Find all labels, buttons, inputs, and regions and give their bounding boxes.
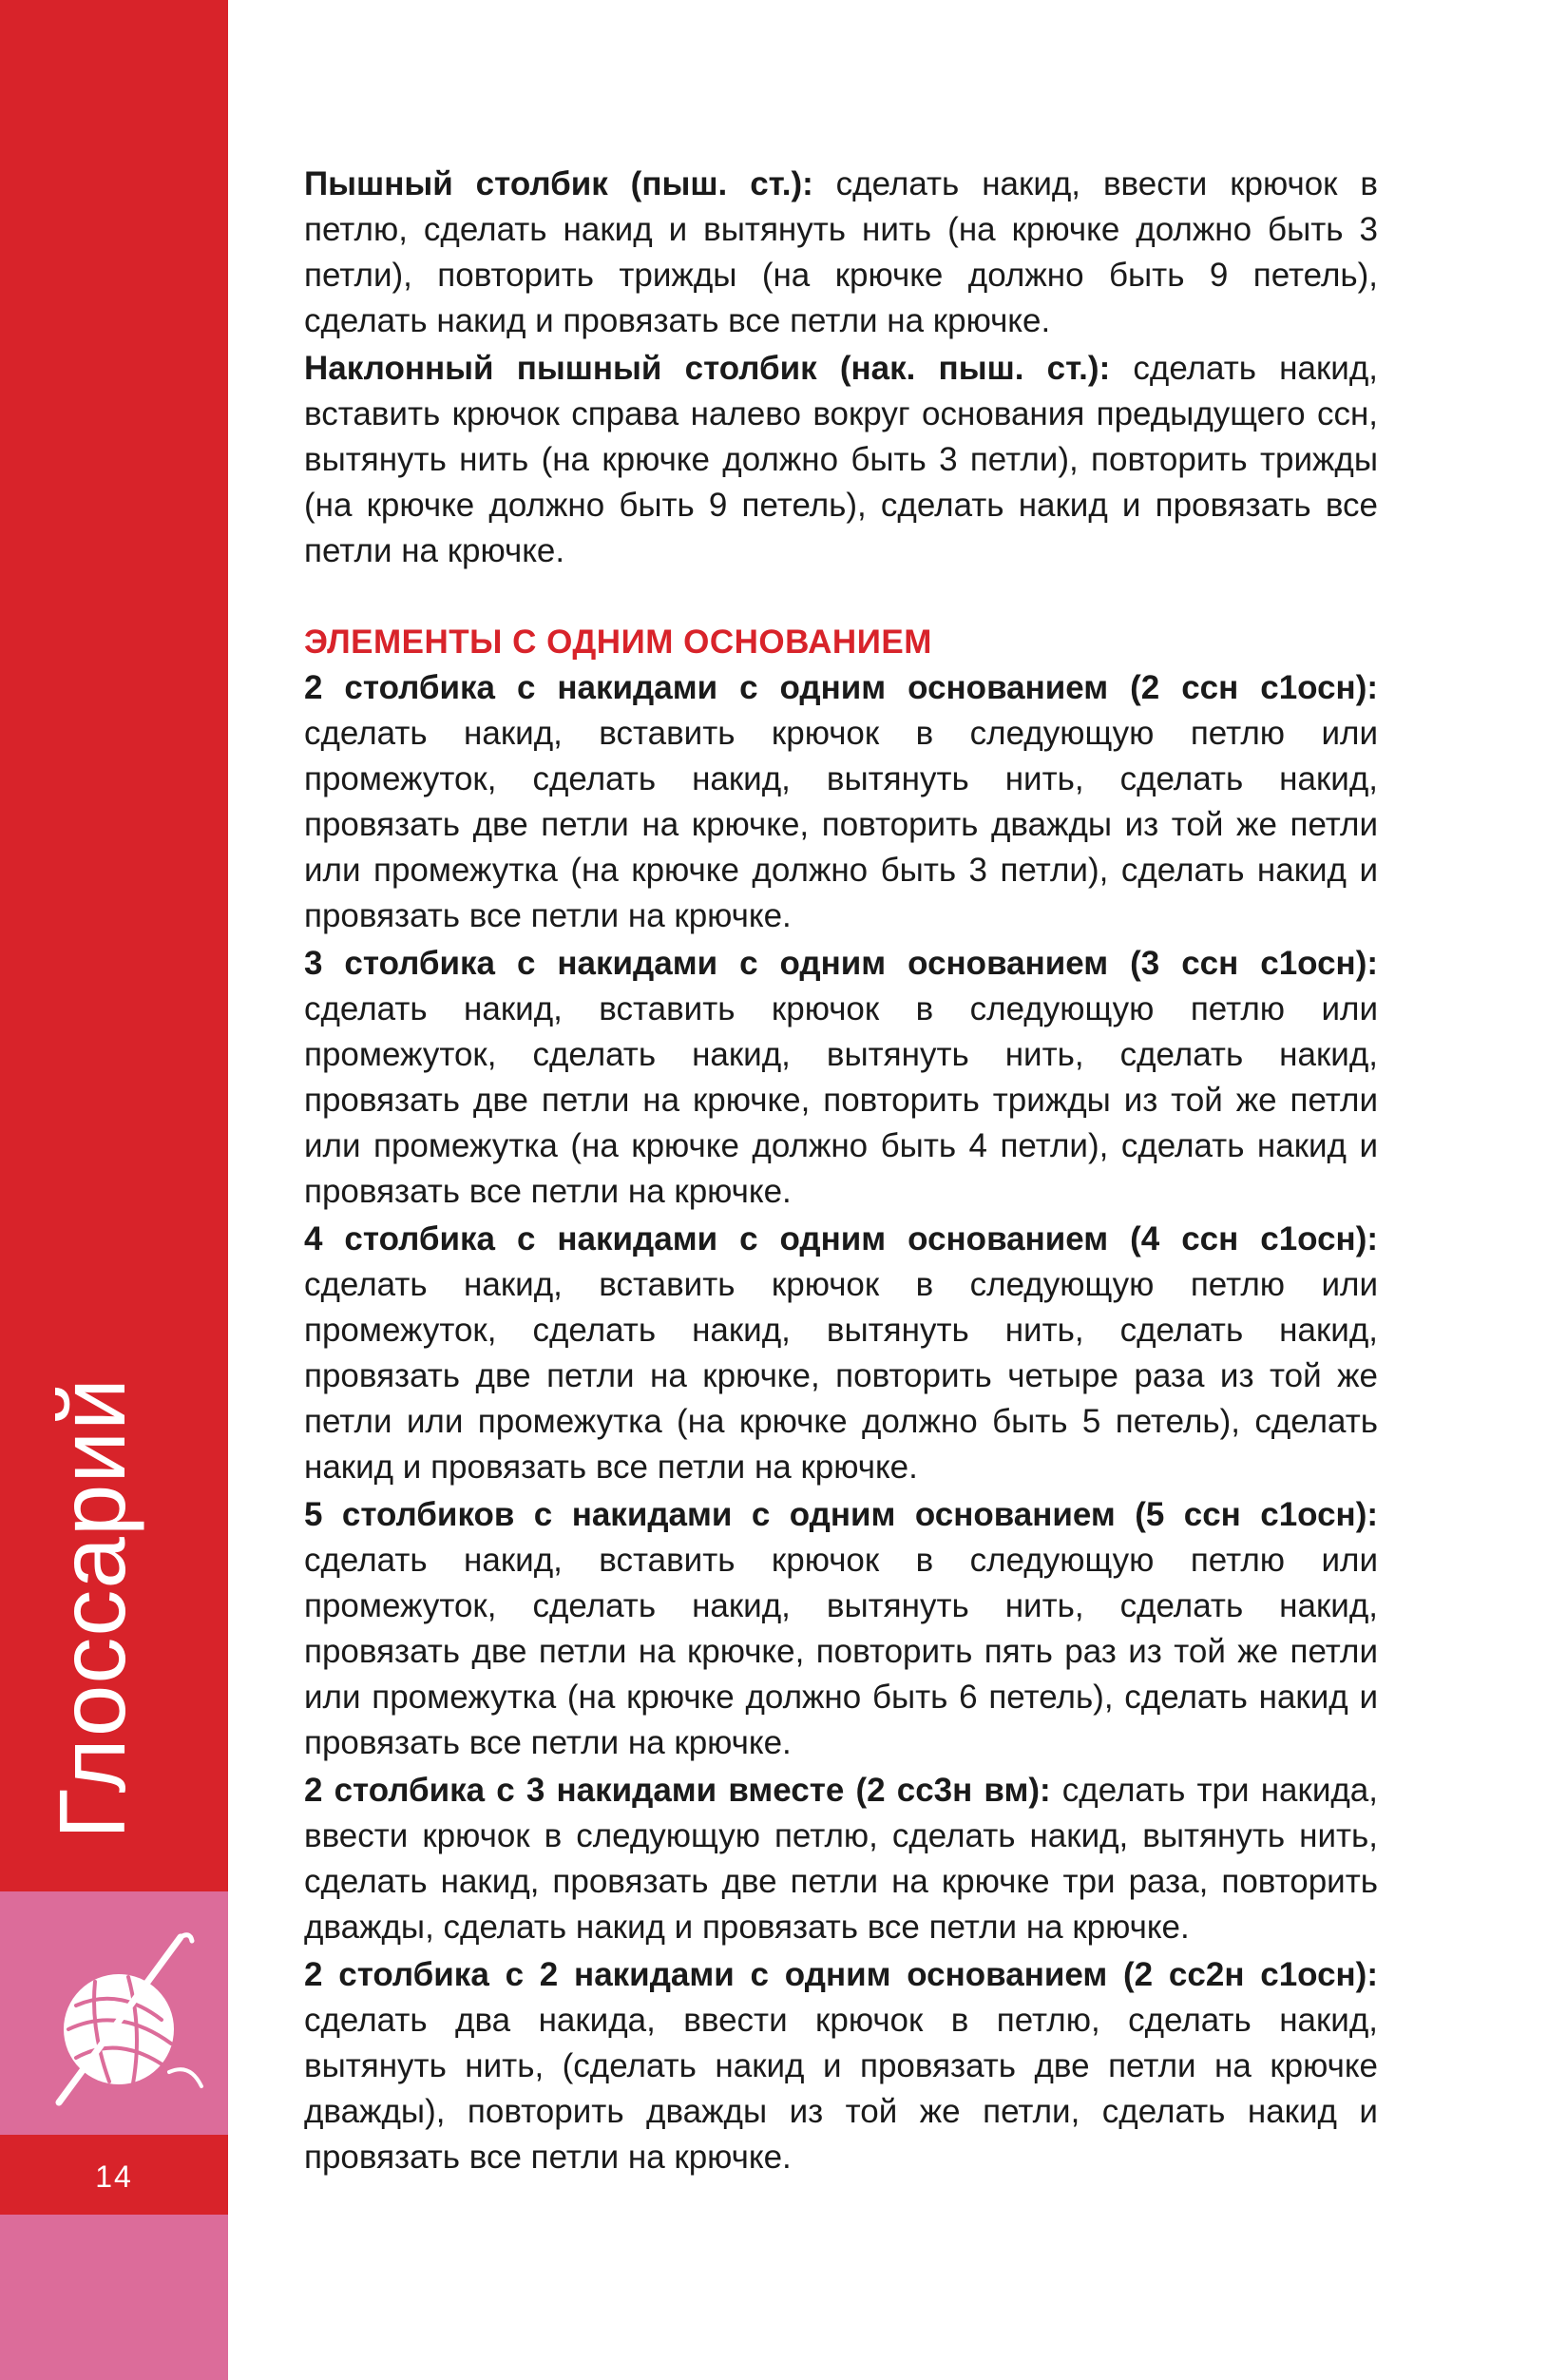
entry-definition: сделать накид, ввести крючок в петлю, сделать накид и вытянуть нить (на крючке должно быть 3 петли), повторить трижды (на крючке должно быть 9 петель), сделать накид и провязать все петли на крючке.	[304, 165, 1378, 339]
glossary-entry	[304, 1952, 1378, 2180]
entry-term: 2 столбика с 2 накидами с одним основанием (2 сс2н с1осн):	[304, 1956, 1378, 1993]
entry-term: 2 столбика с накидами с одним основанием (2 ссн с1осн):	[304, 669, 1378, 706]
glossary-entry	[304, 665, 1378, 939]
entry-definition: сделать накид, вставить крючок в следующую петлю или промежуток, сделать накид, вытянуть нить, сделать накид, провязать две петли на крючке, повторить трижды из той же петли или промежутка (на крючке должно быть 4 петли), сделать накид и провязать все петли на крючке.	[304, 990, 1378, 1210]
section-label: Глоссарий	[40, 1377, 144, 1839]
glossary-entry	[304, 1217, 1378, 1490]
yarn-ball-crochet-hook-icon	[38, 1929, 209, 2110]
glossary-content	[304, 162, 1378, 2182]
entry-term: 4 столбика с накидами с одним основанием (4 ссн с1осн):	[304, 1220, 1378, 1257]
entry-definition: сделать накид, вставить крючок справа налево вокруг основания предыдущего ссн, вытянуть нить (на крючке должно быть 3 петли), повторить трижды (на крючке должно быть 9 петель), сделать накид и провязать все петли на крючке.	[304, 350, 1378, 569]
glossary-entry	[304, 1768, 1378, 1950]
entry-definition: сделать два накида, ввести крючок в петлю, сделать накид, вытянуть нить, (сделать накид и провязать две петли на крючке дважды), повторить дважды из той же петли, сделать накид и провязать все петли на крючке.	[304, 2002, 1378, 2176]
entry-term: Пышный столбик (пыш. ст.):	[304, 165, 813, 202]
entry-definition: сделать три накида, ввести крючок в следующую петлю, сделать накид, вытянуть нить, сделать накид, провязать две петли на крючке три раза, повторить дважды, сделать накид и провязать все петли на крючке.	[304, 1772, 1378, 1946]
entry-definition: сделать накид, вставить крючок в следующую петлю или промежуток, сделать накид, вытянуть нить, сделать накид, провязать две петли на крючке, повторить дважды из той же петли или промежутка (на крючке должно быть 3 петли), сделать накид и провязать все петли на крючке.	[304, 715, 1378, 934]
entry-definition: сделать накид, вставить крючок в следующую петлю или промежуток, сделать накид, вытянуть нить, сделать накид, провязать две петли на крючке, повторить пять раз из той же петли или промежутка (на крючке должно быть 6 петель), сделать накид и провязать все петли на крючке.	[304, 1542, 1378, 1761]
sidebar	[0, 0, 228, 2380]
glossary-entry	[304, 162, 1378, 344]
entry-term: 3 столбика с накидами с одним основанием (3 ссн с1осн):	[304, 945, 1378, 982]
glossary-entry	[304, 1492, 1378, 1766]
entry-definition: сделать накид, вставить крючок в следующую петлю или промежуток, сделать накид, вытянуть нить, сделать накид, провязать две петли на крючке, повторить четыре раза из той же петли или промежутка (на крючке должно быть 5 петель), сделать накид и провязать все петли на крючке.	[304, 1266, 1378, 1486]
entry-term: 2 столбика с 3 накидами вместе (2 сс3н вм):	[304, 1772, 1051, 1809]
glossary-entry	[304, 941, 1378, 1215]
section-heading: ЭЛЕМЕНТЫ С ОДНИМ ОСНОВАНИЕМ	[304, 624, 932, 661]
glossary-entry	[304, 346, 1378, 574]
sidebar-bottom-band	[0, 2215, 228, 2380]
page-number: 14	[95, 2159, 133, 2194]
entry-term: 5 столбиков с накидами с одним основанием (5 ссн с1осн):	[304, 1496, 1378, 1533]
entry-term: Наклонный пышный столбик (нак. пыш. ст.):	[304, 350, 1111, 387]
